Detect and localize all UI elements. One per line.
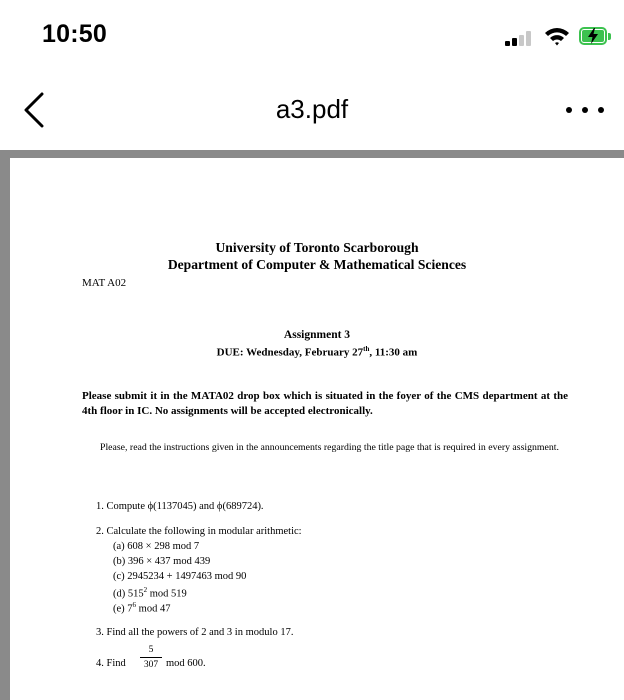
submission-instructions: Please submit it in the MATA02 drop box which is situated in the foyer of the CMS department at the 4th floor in IC. No assignments will be accepted electronically.: [82, 390, 568, 417]
question-1: 1. Compute ϕ(1137045) and ϕ(689724).: [96, 501, 264, 512]
document-title: a3.pdf: [275, 94, 349, 124]
wifi-icon: [544, 26, 570, 46]
cellular-signal-icon: [505, 30, 535, 46]
question-2-part-b: (b) 396 × 437 mod 439: [113, 556, 211, 567]
navigation-bar: [0, 72, 624, 150]
more-options-icon[interactable]: [566, 104, 604, 116]
battery-charging-icon: [579, 27, 613, 47]
question-4-modulus: mod 600.: [166, 658, 206, 669]
question-3: 3. Find all the powers of 2 and 3 in modulo 17.: [96, 627, 294, 638]
pdf-page: [10, 158, 624, 700]
pdf-viewer[interactable]: [0, 150, 624, 700]
question-4-fraction: 5 307: [140, 644, 162, 671]
due-date: DUE: Wednesday, February 27th, 11:30 am: [216, 345, 418, 359]
university-heading: University of Toronto Scarborough: [215, 240, 419, 255]
question-2: 2. Calculate the following in modular arithmetic:: [96, 526, 302, 537]
status-bar: [0, 0, 624, 72]
question-2-part-e: (e) $7^6$ mod 47: [113, 601, 171, 615]
department-heading: Department of Computer & Mathematical Sciences: [167, 257, 467, 272]
question-4: 4. Find: [96, 658, 126, 669]
course-code: MAT A02: [82, 277, 127, 289]
title-page-note: Please, read the instructions given in the announcements regarding the title page that is required in every assignment.: [100, 442, 559, 453]
question-2-part-d: (d) $515^2$ mod 519: [113, 586, 187, 600]
question-2-part-a: (a) 608 × 298 mod 7: [113, 541, 200, 552]
assignment-title: Assignment 3: [283, 329, 351, 341]
status-time: 10:50: [42, 20, 107, 48]
question-2-part-c: (c) 2945234 + 1497463 mod 90: [113, 571, 247, 582]
